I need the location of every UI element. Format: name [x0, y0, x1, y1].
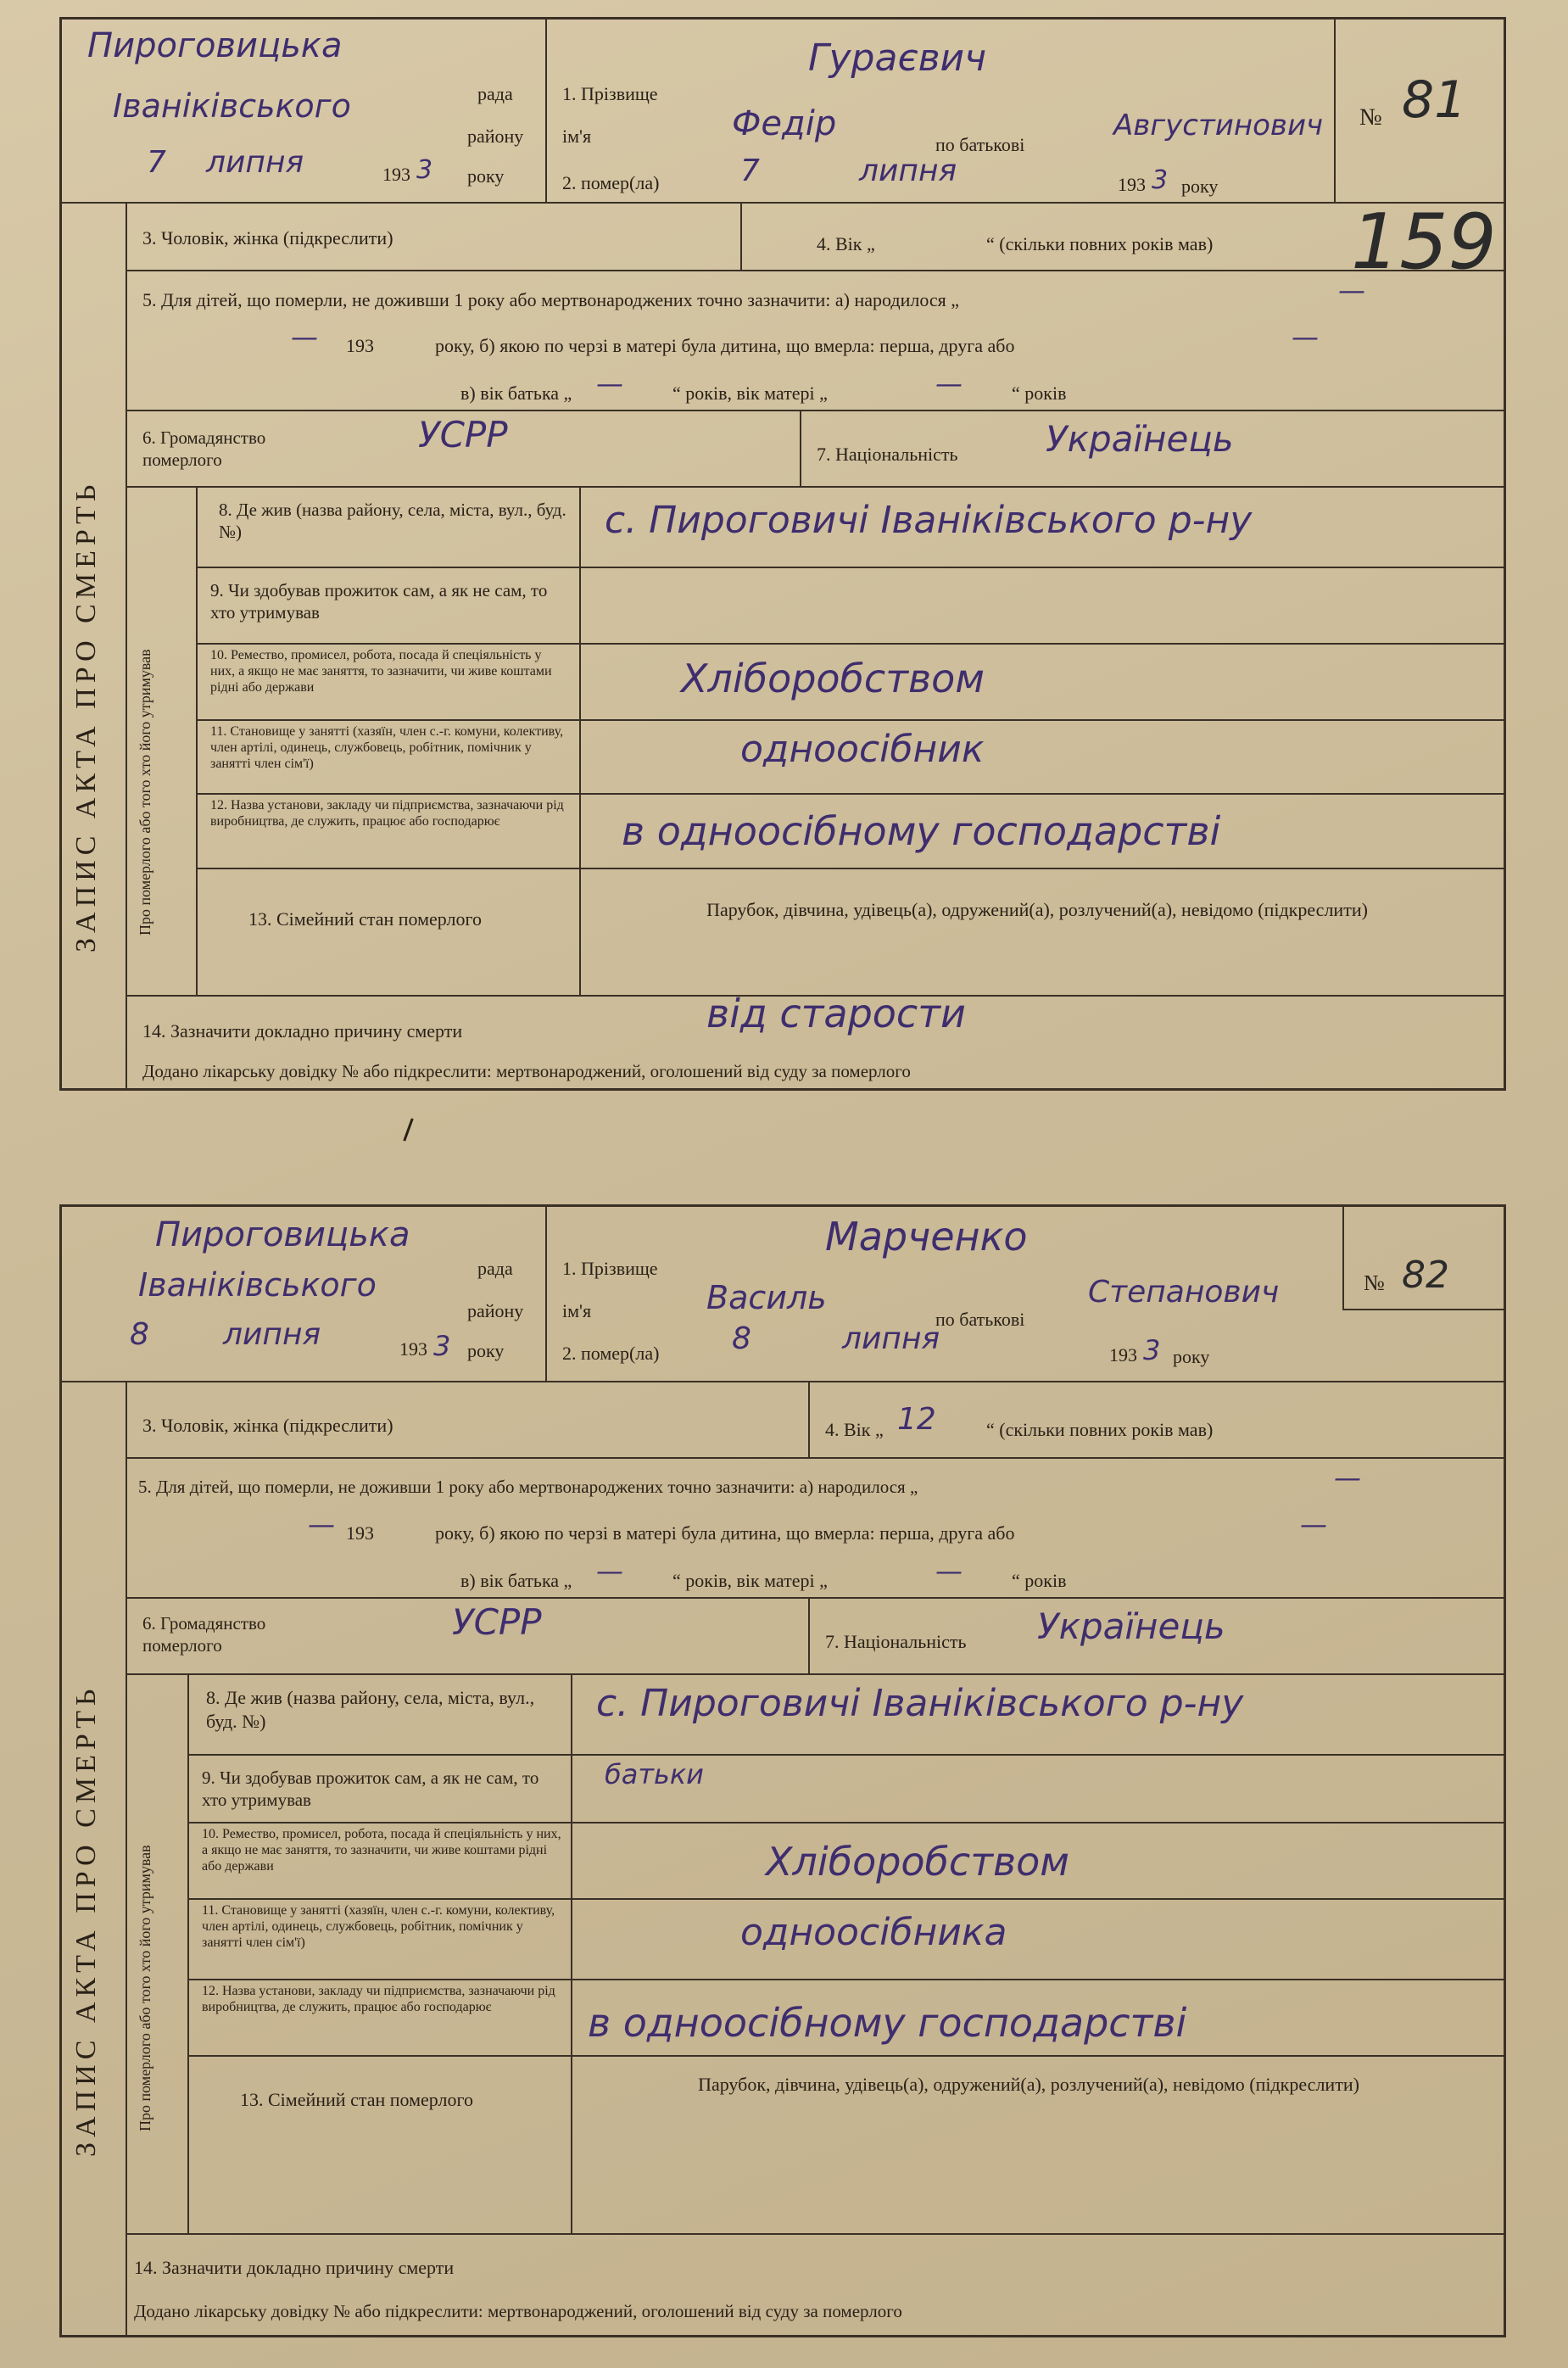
patronymic-value: Августинович	[1113, 109, 1324, 142]
died-month: липня	[842, 1321, 940, 1356]
died-year: 3	[1143, 1334, 1161, 1366]
f13-label: 13. Сімейний стан померлого	[240, 2089, 473, 2110]
side-subtitle: Про померлого або того хто його утримував	[137, 649, 153, 935]
f8-label: 8. Де жив (назва району, села, міста, вул., буд. №)	[206, 1687, 535, 1732]
f3-label: 3. Чоловік, жінка (підкреслити)	[142, 227, 393, 249]
died-year: 3	[1152, 165, 1169, 195]
surname-value: Марченко	[825, 1214, 1028, 1259]
died-year-label: року	[1181, 176, 1219, 197]
rada-handwritten: Пироговицька	[87, 26, 343, 65]
f5-order-value: —	[1292, 321, 1319, 353]
f5-line3-b: “ років, вік матері „	[672, 383, 828, 404]
margin-mark	[403, 1118, 413, 1141]
footer-text: Додано лікарську довідку № або підкреслити: мертвонароджений, оголошений від суду за померлого	[134, 2301, 902, 2321]
year-handwritten: 3	[416, 155, 433, 185]
f5-line2-a: 193	[346, 1522, 374, 1544]
year-handwritten: 3	[433, 1330, 451, 1362]
f13-options: Парубок, дівчина, удівець(а), одружений(а), розлучений(а), невідомо (підкреслити)	[698, 2074, 1359, 2095]
f5-line1: 5. Для дітей, що померли, не доживши 1 року або мертвонароджених точно зазначити: а) народилося „	[138, 1477, 918, 1497]
year-label: року	[467, 165, 505, 187]
year-prefix: 193	[382, 164, 410, 185]
died-day: 7	[740, 154, 760, 188]
number-label: №	[1364, 1271, 1385, 1295]
year-label: року	[467, 1340, 505, 1361]
f11-label: 11. Становище у занятті (хазяїн, член с.-г. комуни, колективу, член артілі, одинець, службовець, робітник, помічник у занятті член сім'ї)	[202, 1903, 555, 1950]
f13-options: Парубок, дівчина, удівець(а), одружений(а), розлучений(а), невідомо (підкреслити)	[706, 899, 1368, 920]
side-subtitle: Про померлого або того хто його утримував	[137, 1845, 153, 2131]
patronymic-label: по батькові	[935, 134, 1025, 155]
died-month: липня	[859, 154, 957, 188]
surname-label: 1. Прізвище	[562, 83, 658, 104]
name-label: ім'я	[562, 1300, 592, 1321]
f5-father-age: —	[596, 1555, 623, 1587]
f5-line3-a: в) вік батька „	[460, 1570, 572, 1591]
f10-label: 10. Ремество, промисел, робота, посада й спеціяльність у них, а якщо не має заняття, то зазначити, чи живе коштами рідні або держави	[210, 648, 552, 695]
raion-handwritten: Іваніківського	[138, 1266, 377, 1304]
citizenship-value: УСРР	[418, 414, 508, 455]
f4-label-b: “ (скільки повних років мав)	[986, 233, 1214, 254]
raion-handwritten: Іваніківського	[113, 87, 351, 125]
f4-label-b: “ (скільки повних років мав)	[986, 1419, 1214, 1440]
f5-line3-c: “ років	[1012, 1570, 1067, 1591]
position-value: одноосібника	[740, 1911, 1007, 1954]
number-label: №	[1359, 104, 1382, 131]
surname-value: Гураєвич	[808, 36, 987, 80]
death-record-82	[59, 1204, 1506, 2337]
f5-mother-age: —	[935, 1555, 963, 1587]
died-label: 2. помер(ла)	[562, 1343, 660, 1364]
surname-label: 1. Прізвище	[562, 1258, 658, 1279]
workplace-value: в одноосібному господарстві	[622, 808, 1221, 854]
first-name-value: Василь	[706, 1279, 827, 1316]
rada-label: рада	[477, 83, 513, 104]
patronymic-value: Степанович	[1088, 1275, 1280, 1310]
raion-label: району	[467, 126, 524, 147]
f7-label: 7. Національність	[825, 1631, 967, 1652]
f13-label: 13. Сімейний стан померлого	[248, 908, 482, 930]
occupation-value: Хліборобством	[681, 656, 985, 701]
f5-line2-b: року, б) якою по черзі в матері була дитина, що вмерла: перша, друга або	[435, 1522, 1015, 1544]
nationality-value: Українець	[1046, 418, 1234, 460]
died-year-prefix: 193	[1109, 1344, 1137, 1366]
month-handwritten: липня	[223, 1317, 321, 1352]
f4-label-a: 4. Вік „	[825, 1419, 884, 1440]
first-name-value: Федір	[732, 104, 837, 143]
death-record-81	[59, 17, 1506, 1091]
f4-label-a: 4. Вік „	[817, 233, 875, 254]
died-day: 8	[732, 1321, 751, 1356]
f5-born-value: —	[1334, 1461, 1361, 1494]
age-value: 12	[897, 1402, 936, 1437]
record-number: 81	[1402, 70, 1467, 130]
f10-label: 10. Ремество, промисел, робота, посада й спеціяльність у них, а якщо не має заняття, то зазначити, чи живе коштами рідні або держави	[202, 1827, 561, 1874]
f6-label: 6. Громадянство померлого	[142, 1613, 266, 1656]
month-handwritten: липня	[206, 145, 304, 180]
name-label: ім'я	[562, 126, 592, 147]
f14-label: 14. Зазначити докладно причину смерти	[142, 1020, 463, 1042]
f8-label: 8. Де жив (назва району, села, міста, вул., буд. №)	[219, 500, 566, 542]
f11-label: 11. Становище у занятті (хазяїн, член с.-г. комуни, колективу, член артілі, одинець, службовець, робітник, помічник у занятті член сім'ї)	[210, 724, 564, 771]
f5-father-age: —	[596, 367, 623, 399]
cause-value: від старости	[706, 991, 966, 1036]
record-number: 82	[1402, 1254, 1449, 1297]
nationality-value: Українець	[1037, 1606, 1225, 1647]
f3-label: 3. Чоловік, жінка (підкреслити)	[142, 1415, 393, 1436]
f6-label: 6. Громадянство померлого	[142, 427, 266, 470]
residence-value: с. Пироговичі Іваніківського р-ну	[596, 1682, 1244, 1725]
f5-line3-b: “ років, вік матері „	[672, 1570, 828, 1591]
f12-label: 12. Назва установи, закладу чи підприємства, зазначаючи рід виробництва, де служить, працює або господарює	[210, 798, 564, 829]
f7-label: 7. Національність	[817, 444, 958, 465]
day-handwritten: 7	[147, 145, 166, 180]
patronymic-label: по батькові	[935, 1309, 1025, 1330]
f9-label: 9. Чи здобував прожиток сам, а як не сам, то хто утримував	[210, 580, 548, 623]
day-handwritten: 8	[130, 1317, 149, 1352]
raion-label: району	[467, 1300, 524, 1321]
side-title: ЗАПИС АКТА ПРО СМЕРТЬ	[70, 1684, 102, 2157]
side-title: ЗАПИС АКТА ПРО СМЕРТЬ	[70, 479, 102, 952]
f12-label: 12. Назва установи, закладу чи підприємства, зазначаючи рід виробництва, де служить, працює або господарює	[202, 1984, 555, 2014]
f5-year-value: —	[308, 1508, 335, 1540]
position-value: одноосібник	[740, 728, 985, 771]
year-prefix: 193	[399, 1338, 427, 1360]
f5-born-value: —	[1338, 274, 1365, 306]
support-value: батьки	[605, 1758, 704, 1790]
f5-year-value: —	[291, 321, 318, 353]
f5-line2-a: 193	[346, 335, 374, 356]
workplace-value: в одноосібному господарстві	[588, 2000, 1187, 2046]
f5-line1: 5. Для дітей, що померли, не доживши 1 року або мертвонароджених точно зазначити: а) народилося „	[142, 289, 960, 310]
f5-order-value: —	[1300, 1508, 1327, 1540]
rada-label: рада	[477, 1258, 513, 1279]
occupation-value: Хліборобством	[766, 1839, 1069, 1885]
citizenship-value: УСРР	[452, 1601, 542, 1643]
died-year-prefix: 193	[1118, 174, 1146, 195]
footer-text: Додано лікарську довідку № або підкреслити: мертвонароджений, оголошений від суду за померлого	[142, 1061, 911, 1081]
f5-mother-age: —	[935, 367, 963, 399]
rada-handwritten: Пироговицька	[155, 1215, 410, 1254]
f5-line3-a: в) вік батька „	[460, 383, 572, 404]
residence-value: с. Пироговичі Іваніківського р-ну	[605, 499, 1253, 542]
f5-line2-b: року, б) якою по черзі в матері була дитина, що вмерла: перша, друга або	[435, 335, 1015, 356]
f9-label: 9. Чи здобував прожиток сам, а як не сам, то хто утримував	[202, 1768, 539, 1810]
margin-number: 159	[1351, 198, 1497, 287]
died-label: 2. помер(ла)	[562, 172, 660, 193]
f14-label: 14. Зазначити докладно причину смерти	[134, 2257, 455, 2278]
died-year-label: року	[1173, 1346, 1210, 1367]
f5-line3-c: “ років	[1012, 383, 1067, 404]
